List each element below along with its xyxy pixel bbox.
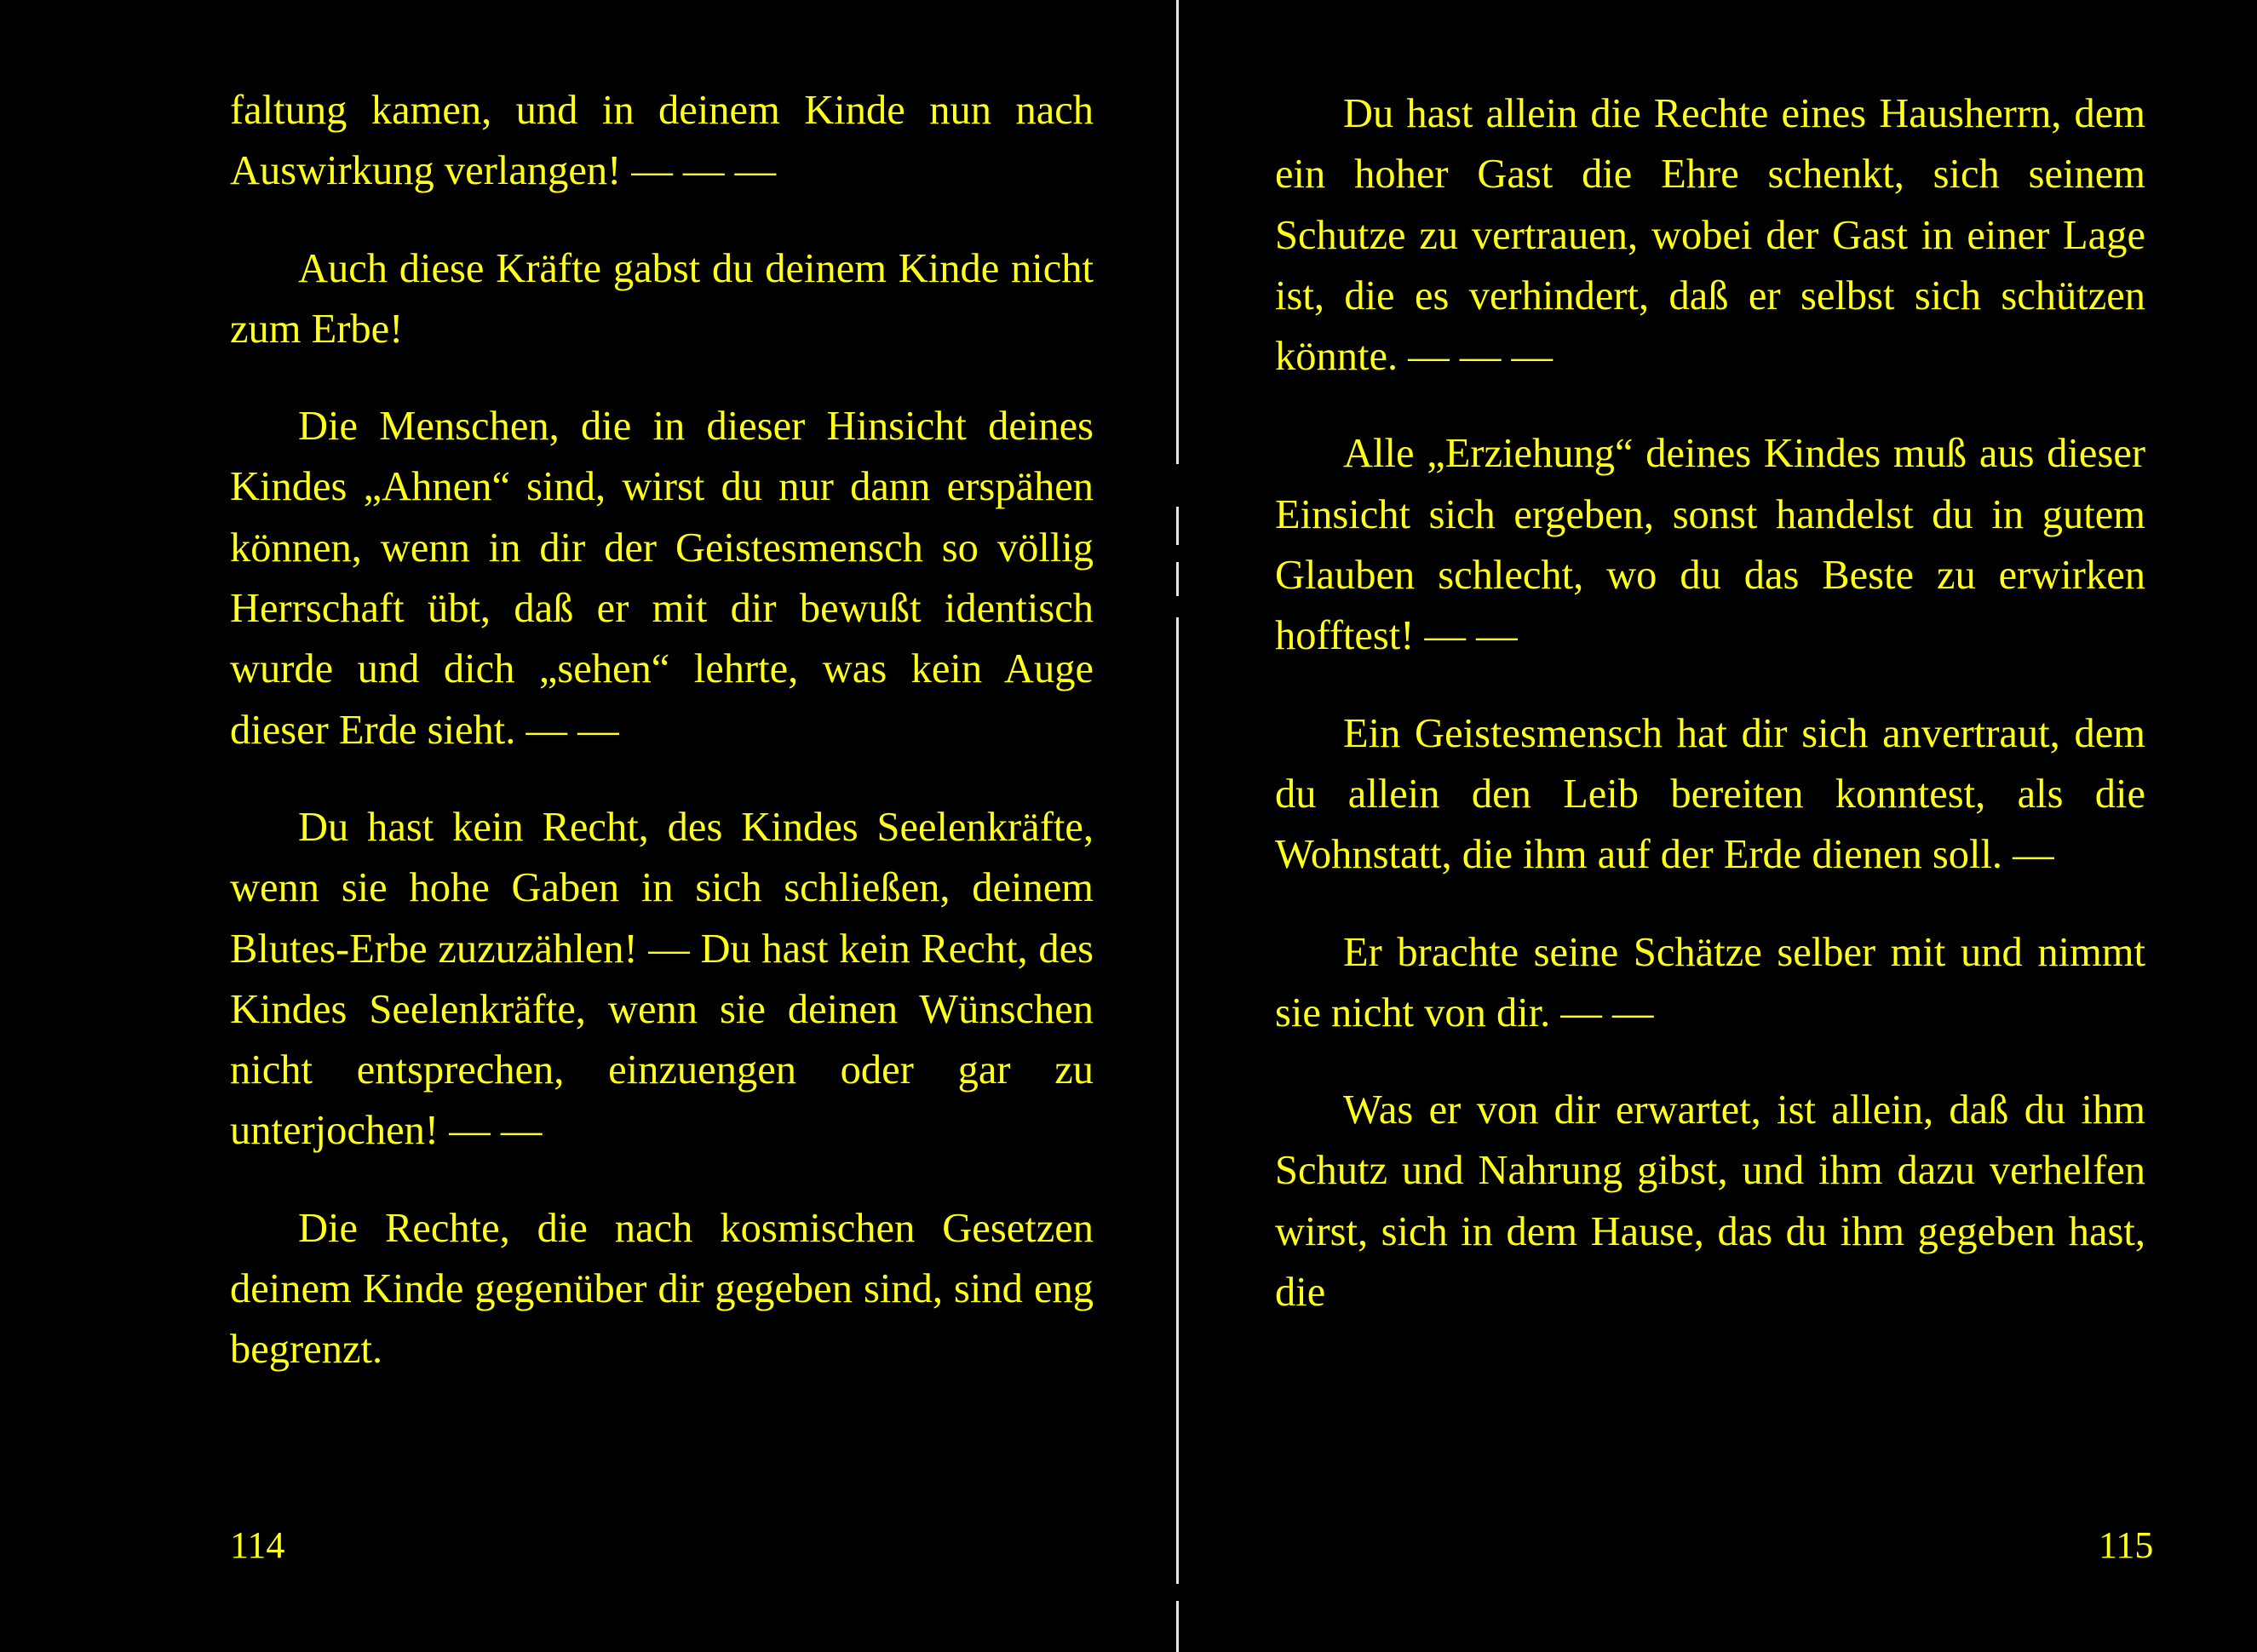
paragraph: Was er von dir erwartet, ist allein, daß du ihm Schutz und Nahrung gibst, und ihm dazu verhelfen wirst, sich in dem Hause, das du ihm gegeben hast, die (1275, 1087, 2145, 1316)
paragraph: Du hast kein Recht, des Kindes Seelenkräfte, wenn sie hohe Gaben in sich schließen, deinem Blutes-Erbe zuzuzählen! — Du hast kein Recht, des Kindes Seelenkräfte, wenn sie deinen Wünschen nicht entsprechen, einzuengen oder gar zu unterjochen! — — (230, 804, 1094, 1154)
gutter-gap (1174, 545, 1181, 562)
paragraph: Die Rechte, die nach kosmischen Gesetzen deinem Kinde gegenüber dir gegeben sind, sind eng begrenzt. (230, 1205, 1094, 1373)
paragraph: Ein Geistesmensch hat dir sich anvertraut, dem du allein den Leib bereiten konntest, als die Wohnstatt, die ihm auf der Erde dienen soll. — (1275, 710, 2145, 878)
paragraph: Du hast allein die Rechte eines Hausherrn, dem ein hoher Gast die Ehre schenkt, sich seinem Schutze zu vertrauen, wobei der Gast in einer Lage ist, die es verhindert, daß er selbst sich schützen könnte. — — — (1275, 91, 2145, 380)
paragraph: Auch diese Kräfte gabst du deinem Kinde nicht zum Erbe! (230, 245, 1094, 352)
gutter-gap (1174, 596, 1181, 617)
paragraph: faltung kamen, und in deinem Kinde nun nach Auswirkung verlangen! — — — (230, 88, 1094, 194)
gutter-gap (1174, 464, 1181, 507)
paragraph: Die Menschen, die in dieser Hinsicht deines Kindes „Ahnen“ sind, wirst du nur dann erspähen können, wenn in dir der Geistesmensch so völlig Herrschaft übt, daß er mit dir bewußt identisch wurde und dich „sehen“ lehrte, was kein Auge dieser Erde sieht. — — (230, 404, 1094, 753)
paragraph: Alle „Erziehung“ deines Kindes muß aus dieser Einsicht sich ergeben, sonst handelst du in gutem Glauben schlecht, wo du das Beste zu erwirken hofftest! — — (1275, 431, 2145, 659)
right-page-text (1275, 83, 2145, 1322)
page-number: 115 (2099, 1524, 2154, 1566)
paragraph: Er brachte seine Schätze selber mit und nimmt sie nicht von dir. — — (1275, 929, 2145, 1035)
left-page-text (230, 80, 1094, 1380)
right-page (1181, 0, 2257, 1652)
gutter-gap (1174, 1584, 1181, 1601)
page-number: 114 (230, 1524, 285, 1566)
gutter-line (1176, 0, 1179, 1652)
